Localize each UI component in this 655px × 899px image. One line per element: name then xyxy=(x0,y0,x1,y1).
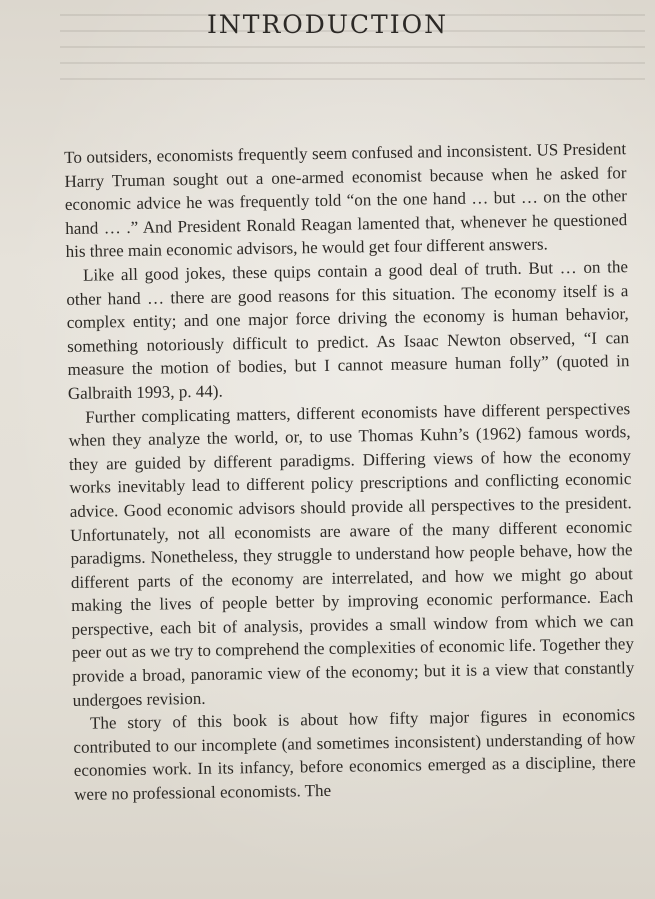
body-text xyxy=(64,137,636,806)
paragraph-4: The story of this book is about how fifty major figures in economics contributed to our incomplete (and sometimes inconsistent) understanding of how economies work. In its infancy, before economics emerged as a discipline, there were no professional economists. The xyxy=(73,705,636,804)
chapter-title: INTRODUCTION xyxy=(207,10,448,39)
paragraph-2: Like all good jokes, these quips contain a good deal of truth. But … on the other hand … there are good reasons for this situation. The economy itself is a complex entity; and one major force driving the economy is human behavior, something notoriously difficult to predict. As Isaac Newton observed, “I can measure the motion of bodies, but I cannot measure human folly” (quoted in Galbraith 1993, p. 44). xyxy=(66,257,630,403)
paragraph-1: To outsiders, economists frequently seem confused and inconsistent. US President Harry Truman sought out a one-armed economist because when he asked for economic advice he was frequently told “on the one hand … but … on the other hand … .” And President Ronald Reagan lamented that, whenever he questioned his three main economic advisors, he would get four different answers. xyxy=(64,139,628,262)
paragraph-3: Further complicating matters, different economists have different perspectives when they analyze the world, or, to use Thomas Kuhn’s (1962) famous words, they are guided by different paradigms. Differing views of how the economy works inevitably lead to different policy prescriptions and conflicting economic advice. Good economic advisors should provide all perspectives to the president. Unfortunately, not all economists are aware of the many different economic paradigms. Nonetheless, they struggle to understand how people behave, how the different parts of the economy are interrelated, and how we might go about making the lives of people better by improving economic performance. Each perspective, each bit of analysis, provides a small window from which we can peer out as we try to comprehend the complexities of economic life. Together they provide a broad, panoramic view of the economy; but it is a view that constantly undergoes revision. xyxy=(68,398,635,710)
